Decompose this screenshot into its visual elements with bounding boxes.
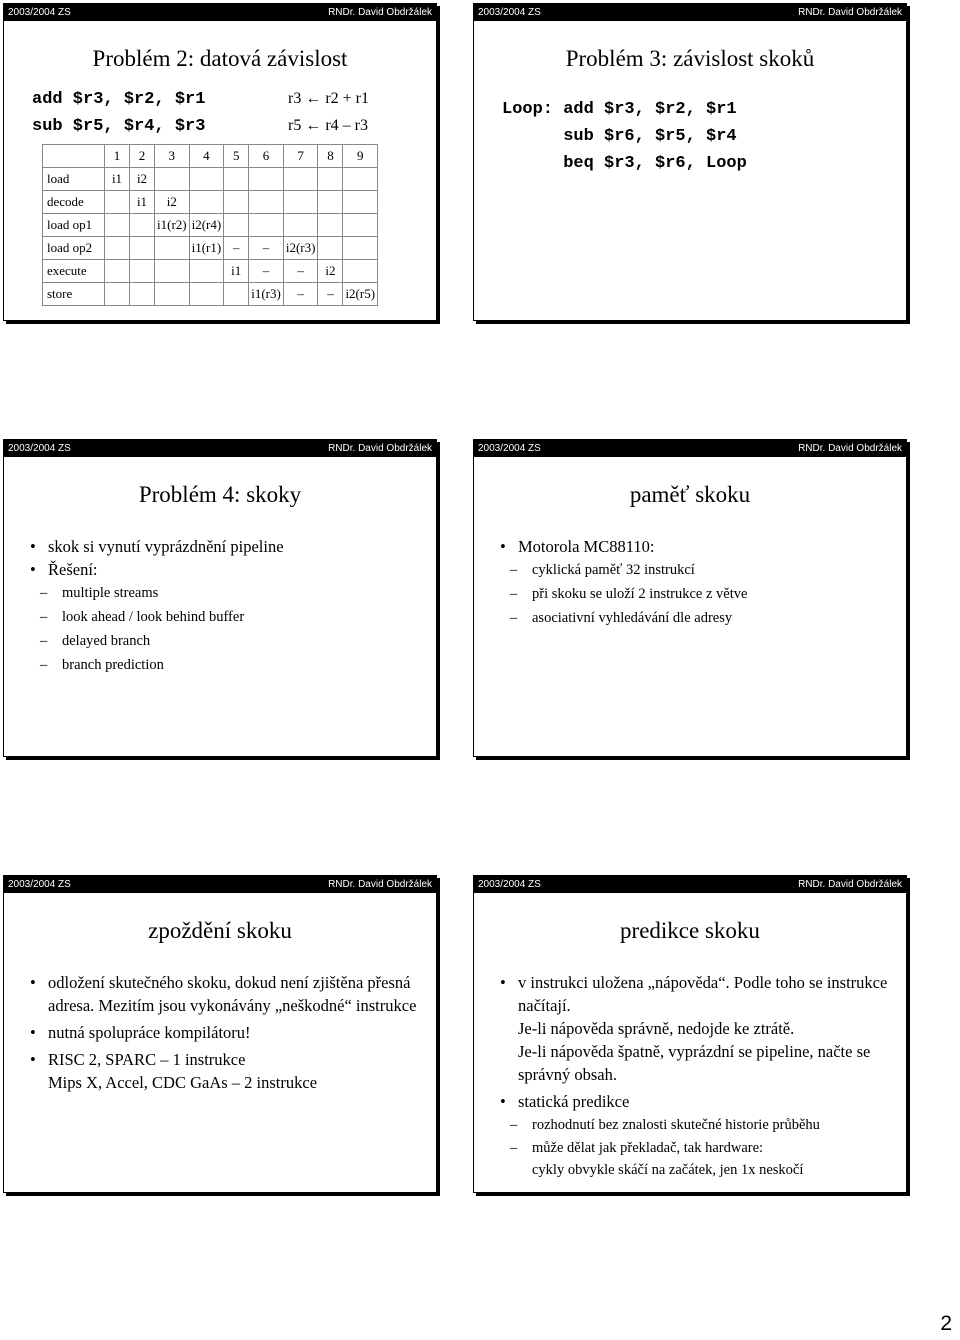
pipeline-cell: – xyxy=(224,237,249,260)
pipeline-cell xyxy=(224,191,249,214)
pipeline-cell xyxy=(343,191,378,214)
pipeline-cycle-header: 7 xyxy=(283,145,318,168)
sub-item: – při skoku se uloží 2 instrukce z větve xyxy=(496,582,896,606)
slide-title: Problém 4: skoky xyxy=(138,482,302,507)
bullet-item xyxy=(496,535,896,630)
pipeline-cell xyxy=(343,214,378,237)
slide-zavislost-skoku xyxy=(473,3,907,321)
sub-list xyxy=(26,581,426,677)
pipeline-cell: i2 xyxy=(155,191,190,214)
bullet-text: statická predikce xyxy=(518,1092,630,1111)
pipeline-cell xyxy=(283,168,318,191)
pipeline-cell xyxy=(105,214,130,237)
pipeline-cell xyxy=(130,237,155,260)
header-semester: 2003/2004 ZS xyxy=(8,7,71,18)
slide-title: predikce skoku xyxy=(620,918,760,943)
bullet-item: • odložení skutečného skoku, dokud není zjištěna přesná adresa. Mezitím jsou vykonávány „neškodné“ instrukce xyxy=(26,971,421,1017)
slide-title: zpoždění skoku xyxy=(148,918,292,943)
code-line: Loop: add $r3, $r2, $r1 xyxy=(502,100,737,119)
pipeline-cell xyxy=(155,168,190,191)
bullet-text: • RISC 2, SPARC – 1 instrukce xyxy=(48,1050,246,1069)
bullet-list xyxy=(496,535,896,630)
slide-title: Problém 2: datová závislost xyxy=(92,46,348,71)
pipeline-cycle-header: 9 xyxy=(343,145,378,168)
pipeline-cell xyxy=(343,260,378,283)
pipeline-cycle-header: 1 xyxy=(105,145,130,168)
slide-predikce-skoku xyxy=(473,875,907,1193)
pipeline-cell xyxy=(283,214,318,237)
pipeline-cycle-header: 8 xyxy=(318,145,343,168)
pipeline-cell xyxy=(105,191,130,214)
pipeline-stage-label: decode xyxy=(43,191,105,214)
pipeline-cell: – xyxy=(249,237,284,260)
slide-skoky xyxy=(3,439,437,757)
pipeline-cell: – xyxy=(318,283,343,306)
pipeline-cell xyxy=(130,260,155,283)
bullet-item xyxy=(26,1048,421,1094)
pipeline-cell: i2(r5) xyxy=(343,283,378,306)
slide-zpozdeni-skoku xyxy=(3,875,437,1193)
header-author: RNDr. David Obdržálek xyxy=(798,879,902,890)
pipeline-stage-row xyxy=(43,168,378,191)
pipeline-cell xyxy=(130,214,155,237)
header-author: RNDr. David Obdržálek xyxy=(328,443,432,454)
sub-item xyxy=(496,1137,891,1181)
equation: r3 ← r2 + r1 xyxy=(288,90,370,107)
sub-item: – rozhodnutí bez znalosti skutečné historie průběhu xyxy=(496,1113,891,1137)
header-semester: 2003/2004 ZS xyxy=(8,443,71,454)
slide-header xyxy=(4,876,436,893)
bullet-text: Motorola MC88110: xyxy=(518,537,655,556)
code-line: add $r3, $r2, $r1 xyxy=(32,90,206,109)
pipeline-stage-row xyxy=(43,237,378,260)
pipeline-cell xyxy=(249,191,284,214)
header-author: RNDr. David Obdržálek xyxy=(798,7,902,18)
pipeline-cell xyxy=(189,260,224,283)
pipeline-cell xyxy=(130,283,155,306)
header-semester: 2003/2004 ZS xyxy=(8,879,71,890)
pipeline-cell xyxy=(318,214,343,237)
pipeline-cell xyxy=(105,283,130,306)
pipeline-cell xyxy=(155,237,190,260)
pipeline-cell xyxy=(155,283,190,306)
sub-item: – branch prediction xyxy=(26,653,426,677)
sub-item: – look ahead / look behind buffer xyxy=(26,605,426,629)
pipeline-stage-label: load op2 xyxy=(43,237,105,260)
bullet-text: Řešení: xyxy=(48,560,98,579)
pipeline-cell: – xyxy=(283,283,318,306)
slide-header xyxy=(4,440,436,457)
bullet-item xyxy=(496,1090,891,1181)
bullet-text: Mips X, Accel, CDC GaAs – 2 instrukce xyxy=(48,1073,318,1092)
pipeline-cell xyxy=(318,191,343,214)
pipeline-cycle-header: 2 xyxy=(130,145,155,168)
bullet-item xyxy=(496,971,891,1086)
header-author: RNDr. David Obdržálek xyxy=(328,7,432,18)
pipeline-cell: i2(r4) xyxy=(189,214,224,237)
pipeline-cell xyxy=(105,237,130,260)
sub-item: – asociativní vyhledávání dle adresy xyxy=(496,606,896,630)
pipeline-cell: i2(r3) xyxy=(283,237,318,260)
slide-pamet-skoku xyxy=(473,439,907,757)
pipeline-cell xyxy=(224,214,249,237)
pipeline-cell xyxy=(224,283,249,306)
pipeline-cell xyxy=(189,168,224,191)
pipeline-stage-row xyxy=(43,191,378,214)
pipeline-header-row xyxy=(43,145,378,168)
sub-item: – cyklická paměť 32 instrukcí xyxy=(496,558,896,582)
bullet-text: • v instrukci uložena „nápověda“. Podle toho se instrukce načítají. xyxy=(518,973,888,1015)
pipeline-cell xyxy=(343,237,378,260)
pipeline-cell xyxy=(189,191,224,214)
pipeline-cell xyxy=(155,260,190,283)
pipeline-cell xyxy=(249,168,284,191)
bullet-item: • skok si vynutí vyprázdnění pipeline xyxy=(26,535,426,558)
pipeline-cycle-header: 6 xyxy=(249,145,284,168)
slide-header xyxy=(474,440,906,457)
pipeline-cell: i1 xyxy=(105,168,130,191)
pipeline-stage-row xyxy=(43,214,378,237)
pipeline-cell: i2 xyxy=(318,260,343,283)
pipeline-stage-label: load op1 xyxy=(43,214,105,237)
slide-datova-zavislost xyxy=(3,3,437,321)
slide-header xyxy=(474,876,906,893)
code-line: beq $r3, $r6, Loop xyxy=(502,154,747,173)
pipeline-cell: i2 xyxy=(130,168,155,191)
bullet-list xyxy=(496,971,891,1181)
pipeline-stage-label: execute xyxy=(43,260,105,283)
pipeline-cell: – xyxy=(283,260,318,283)
header-semester: 2003/2004 ZS xyxy=(478,7,541,18)
pipeline-cycle-header: 4 xyxy=(189,145,224,168)
header-semester: 2003/2004 ZS xyxy=(478,443,541,454)
pipeline-cell xyxy=(249,214,284,237)
pipeline-cell: i1(r3) xyxy=(249,283,284,306)
sub-text: cykly obvykle skáčí na začátek, jen 1x neskočí xyxy=(532,1162,804,1178)
sub-list xyxy=(496,558,896,630)
bullet-item xyxy=(26,558,426,677)
pipeline-cell xyxy=(318,237,343,260)
header-author: RNDr. David Obdržálek xyxy=(328,879,432,890)
pipeline-cell: i1(r2) xyxy=(155,214,190,237)
slide-title: paměť skoku xyxy=(629,482,751,507)
bullet-text: Je-li nápověda špatně, vyprázdní se pipeline, načte se správný obsah. xyxy=(518,1042,871,1084)
pipeline-corner-cell xyxy=(43,145,105,168)
sub-text: – může dělat jak překladač, tak hardware: xyxy=(532,1140,764,1156)
pipeline-cell: i1 xyxy=(224,260,249,283)
pipeline-cell xyxy=(189,283,224,306)
pipeline-cell: i1(r1) xyxy=(189,237,224,260)
equation: r5 ← r4 – r3 xyxy=(288,117,368,134)
pipeline-cell xyxy=(224,168,249,191)
bullet-list xyxy=(26,971,421,1094)
sub-list xyxy=(496,1113,891,1181)
bullet-text: Je-li nápověda správně, nedojde ke ztrátě. xyxy=(518,1019,795,1038)
pipeline-stage-row xyxy=(43,260,378,283)
pipeline-cell xyxy=(283,191,318,214)
bullet-list xyxy=(26,535,426,677)
slide-header xyxy=(4,4,436,21)
header-author: RNDr. David Obdržálek xyxy=(798,443,902,454)
pipeline-cell xyxy=(343,168,378,191)
pipeline-table xyxy=(42,144,378,306)
pipeline-cell: i1 xyxy=(130,191,155,214)
header-semester: 2003/2004 ZS xyxy=(478,879,541,890)
pipeline-cell xyxy=(318,168,343,191)
pipeline-cell xyxy=(105,260,130,283)
code-line: sub $r5, $r4, $r3 xyxy=(32,117,206,136)
pipeline-cycle-header: 3 xyxy=(155,145,190,168)
slide-header xyxy=(474,4,906,21)
code-line: sub $r6, $r5, $r4 xyxy=(502,127,737,146)
pipeline-stage-label: load xyxy=(43,168,105,191)
pipeline-cycle-header: 5 xyxy=(224,145,249,168)
page-number: 2 xyxy=(940,1312,952,1335)
pipeline-stage-row xyxy=(43,283,378,306)
bullet-item: • nutná spolupráce kompilátoru! xyxy=(26,1021,421,1044)
pipeline-cell: – xyxy=(249,260,284,283)
pipeline-stage-label: store xyxy=(43,283,105,306)
slide-title: Problém 3: závislost skoků xyxy=(565,46,815,71)
sub-item: – delayed branch xyxy=(26,629,426,653)
sub-item: – multiple streams xyxy=(26,581,426,605)
